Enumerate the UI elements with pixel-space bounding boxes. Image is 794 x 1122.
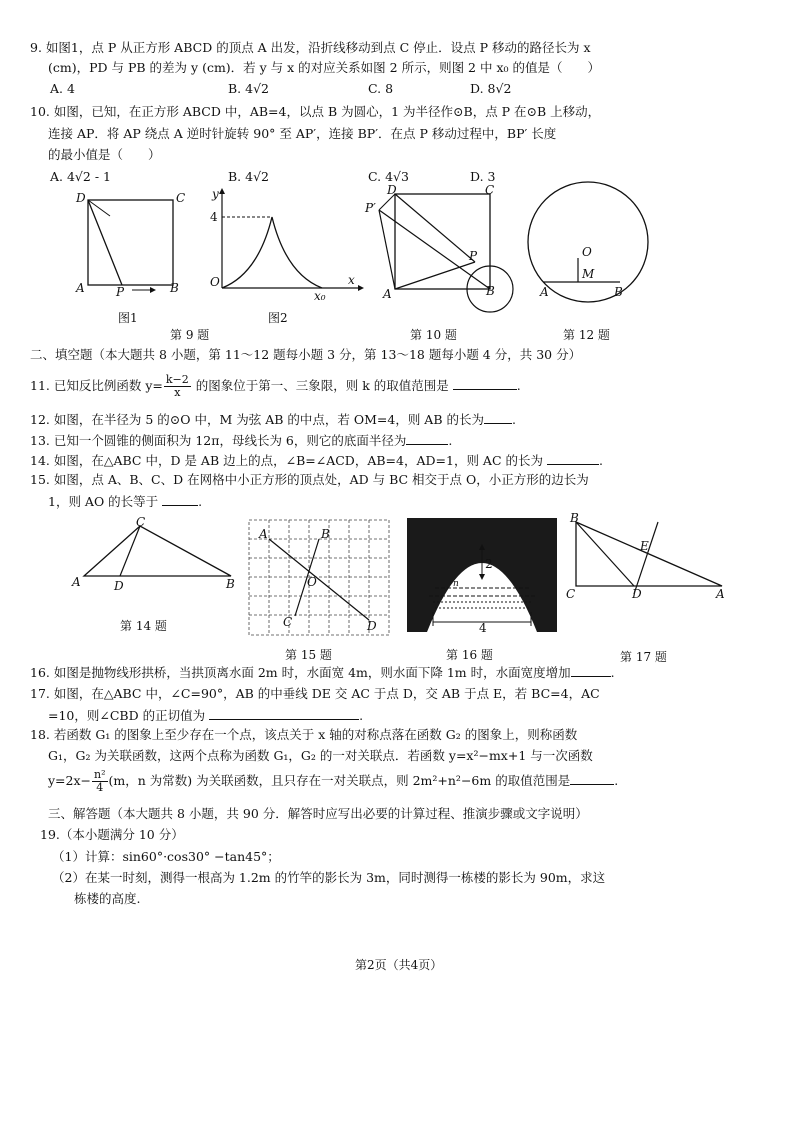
q9-option-c: C. 8 (368, 81, 394, 96)
q11-suffix: 的图象位于第一、三象限，则 k 的取值范围是 (191, 378, 449, 393)
fig10-label-d: D (387, 183, 397, 197)
q14-end: . (598, 453, 603, 468)
fig14-label-d: D (114, 579, 124, 593)
section2-heading: 二、填空题（本大题共 8 小题，第 11～12 题每小题 3 分，第 13～18 题每小题 4 分，共 30 分） (30, 347, 582, 362)
figure-q14 (68, 515, 243, 598)
fig17-label-a: A (716, 587, 725, 601)
q12-line (30, 411, 516, 428)
q18-end: . (614, 773, 619, 788)
fig14-label-c: C (136, 515, 146, 529)
fig12-label-b: B (614, 285, 623, 299)
q18-line2: G₁，G₂ 为关联函数，这两个点称为函数 G₁，G₂ 的一对关联点．若函数 y=x²−mx+1 与一次函数 (48, 748, 593, 763)
q11-fraction (164, 374, 191, 399)
q17-line1: 17. 如图，在△ABC 中，∠C=90°，AB 的中垂线 DE 交 AC 于点 D，交 AB 于点 E，若 BC=4，AC (30, 686, 600, 701)
q19-title: 19.（本小题满分 10 分） (40, 827, 184, 842)
q17-text: =10，则∠CBD 的正切值为 (48, 708, 206, 723)
q9-option-a: A. 4 (50, 81, 75, 96)
q15-text: 1，则 AO 的长等于 (48, 494, 159, 509)
fig12-label-m: M (582, 267, 595, 281)
fig16-label-n: n (453, 579, 459, 589)
q18-numerator: n² (94, 768, 106, 781)
q13-end: . (448, 433, 453, 448)
fig17-label-d: D (632, 587, 642, 601)
q16-answer-blank[interactable] (571, 664, 611, 677)
q19-part1: （1）计算：sin60°·cos30° −tan45°； (52, 849, 280, 864)
q13-line (30, 432, 452, 449)
q17-end: . (359, 708, 364, 723)
fig1-label-c: C (176, 191, 186, 205)
q16-text: 16. 如图是抛物线形拱桥，当拱顶离水面 2m 时，水面宽 4m，则水面下降 1m 时，水面宽度增加 (30, 665, 571, 680)
q14-line (30, 452, 603, 469)
fig12-label-a: A (540, 285, 549, 299)
q18-denominator: 4 (96, 781, 104, 794)
fig1-label-b: B (170, 281, 179, 295)
fig1-caption: 图1 (118, 311, 138, 325)
q11-answer-blank[interactable] (453, 377, 517, 390)
figure-q12 (520, 178, 660, 313)
q17-line2 (48, 707, 363, 724)
fig15-label-c: C (283, 615, 293, 629)
q11-denominator: x (174, 386, 181, 399)
fig15-label-d: D (367, 619, 377, 633)
q10-option-b: B. 4√2 (228, 169, 270, 184)
q18-line3-prefix: y=2x− (48, 773, 92, 788)
q18-line3 (48, 766, 618, 796)
fig17-label-b: B (570, 511, 579, 525)
q13-answer-blank[interactable] (406, 432, 448, 445)
fig2-label-y: y (212, 187, 219, 201)
fig14-label-a: A (72, 575, 81, 589)
fig2-label-x: x (348, 273, 355, 287)
fig1-label-p: P (116, 285, 125, 299)
caption-q14: 第 14 题 (120, 619, 167, 633)
fig17-label-c: C (566, 587, 576, 601)
q18-answer-blank[interactable] (570, 772, 614, 785)
q18-fraction (92, 769, 108, 794)
fig2-label-o: O (210, 275, 220, 289)
q10-option-a: A. 4√2 - 1 (50, 169, 111, 184)
figure-q15-grid (245, 516, 395, 638)
q14-text: 14. 如图，在△ABC 中，D 是 AB 边上的点，∠B=∠ACD，AB=4，AD=1，则 AC 的长为 (30, 453, 543, 468)
fig1-label-d: D (76, 191, 86, 205)
q18-line3-suffix: (m，n 为常数) 为关联函数，且只存在一对关联点，则 2m²+n²−6m 的取值范围是 (108, 773, 571, 788)
fig10-label-a: A (383, 287, 392, 301)
q15-line1: 15. 如图，点 A、B、C、D 在网格中小正方形的顶点处，AD 与 BC 相交于点 O，小正方形的边长为 (30, 472, 589, 487)
figure-q10 (365, 182, 515, 312)
q11-numerator: k−2 (165, 373, 189, 386)
caption-q12: 第 12 题 (563, 328, 610, 342)
q19-part2-line2: 栋楼的高度. (74, 891, 141, 906)
q11-prefix: 11. 已知反比例函数 y= (30, 378, 163, 393)
q17-answer-blank[interactable] (209, 707, 359, 720)
q10-line1: 10. 如图，已知，在正方形 ABCD 中，AB=4，以点 B 为圆心，1 为半径作⊙B，点 P 在⊙B 上移动， (30, 104, 601, 119)
fig2-caption: 图2 (268, 311, 288, 325)
q12-answer-blank[interactable] (484, 411, 512, 424)
fig17-label-e: E (640, 539, 649, 553)
caption-q16: 第 16 题 (446, 648, 493, 662)
q11-line (30, 372, 521, 400)
fig2-label-x0: x₀ (314, 289, 326, 303)
q9-option-b: B. 4√2 (228, 81, 270, 96)
q10-option-c: C. 4√3 (368, 169, 409, 184)
q16-line (30, 664, 615, 681)
caption-q15: 第 15 题 (285, 648, 332, 662)
q10-line3: 的最小值是（ ） (48, 147, 161, 162)
q15-answer-blank[interactable] (162, 493, 198, 506)
fig10-label-c: C (485, 183, 495, 197)
q11-end: . (516, 378, 521, 393)
q15-line2 (48, 493, 202, 510)
fig2-label-4: 4 (210, 210, 218, 224)
caption-q9: 第 9 题 (170, 328, 210, 342)
fig10-label-p: P (469, 249, 478, 263)
figure-q16-bridge (405, 516, 560, 636)
q9-option-d: D. 8√2 (470, 81, 512, 96)
q10-option-d: D. 3 (470, 169, 496, 184)
fig14-label-b: B (226, 577, 235, 591)
q16-end: . (610, 665, 615, 680)
q9-line2: (cm)，PD 与 PB 的差为 y (cm)．若 y 与 x 的对应关系如图 2 所示，则图 2 中 x₀ 的值是（ ） (48, 60, 600, 75)
fig10-label-pprime: P′ (365, 201, 376, 215)
fig16-label-4: 4 (479, 621, 487, 635)
figure-q17 (562, 512, 732, 607)
section3-heading: 三、解答题（本大题共 8 小题，共 90 分．解答时应写出必要的计算过程、推演步骤或文字说明） (48, 806, 588, 821)
q10-line2: 连接 AP．将 AP 绕点 A 逆时针旋转 90° 至 AP′，连接 BP′．在点 P 移动过程中，BP′ 长度 (48, 126, 557, 141)
q9-line1: 9. 如图1，点 P 从正方形 ABCD 的顶点 A 出发，沿折线移动到点 C 停止．设点 P 移动的路径长为 x (30, 40, 591, 55)
caption-q17: 第 17 题 (620, 650, 667, 664)
fig12-label-o: O (582, 245, 592, 259)
fig10-label-b: B (486, 284, 495, 298)
figure-1-square (60, 188, 190, 313)
page-footer: 第2页（共4页） (355, 958, 443, 972)
q12-end: . (512, 412, 516, 427)
figure-2-graph (200, 186, 365, 306)
q18-line1: 18. 若函数 G₁ 的图象上至少存在一个点，该点关于 x 轴的对称点落在函数 G₂ 的图象上，则称函数 (30, 727, 578, 742)
fig15-label-a: A (259, 527, 268, 541)
caption-q10: 第 10 题 (410, 328, 457, 342)
q14-answer-blank[interactable] (547, 452, 599, 465)
q13-text: 13. 已知一个圆锥的侧面积为 12π，母线长为 6，则它的底面半径为 (30, 433, 407, 448)
fig16-label-2: 2 (485, 557, 493, 571)
fig15-label-o: O (307, 575, 317, 589)
fig15-label-b: B (321, 527, 330, 541)
q15-end: . (198, 494, 203, 509)
fig1-label-a: A (76, 281, 85, 295)
q12-text: 12. 如图，在半径为 5 的⊙O 中，M 为弦 AB 的中点，若 OM=4，则 AB 的长为 (30, 412, 484, 427)
q19-part2-line1: （2）在某一时刻，测得一根高为 1.2m 的竹竿的影长为 3m，同时测得一栋楼的影长为 90m，求这 (52, 870, 606, 885)
